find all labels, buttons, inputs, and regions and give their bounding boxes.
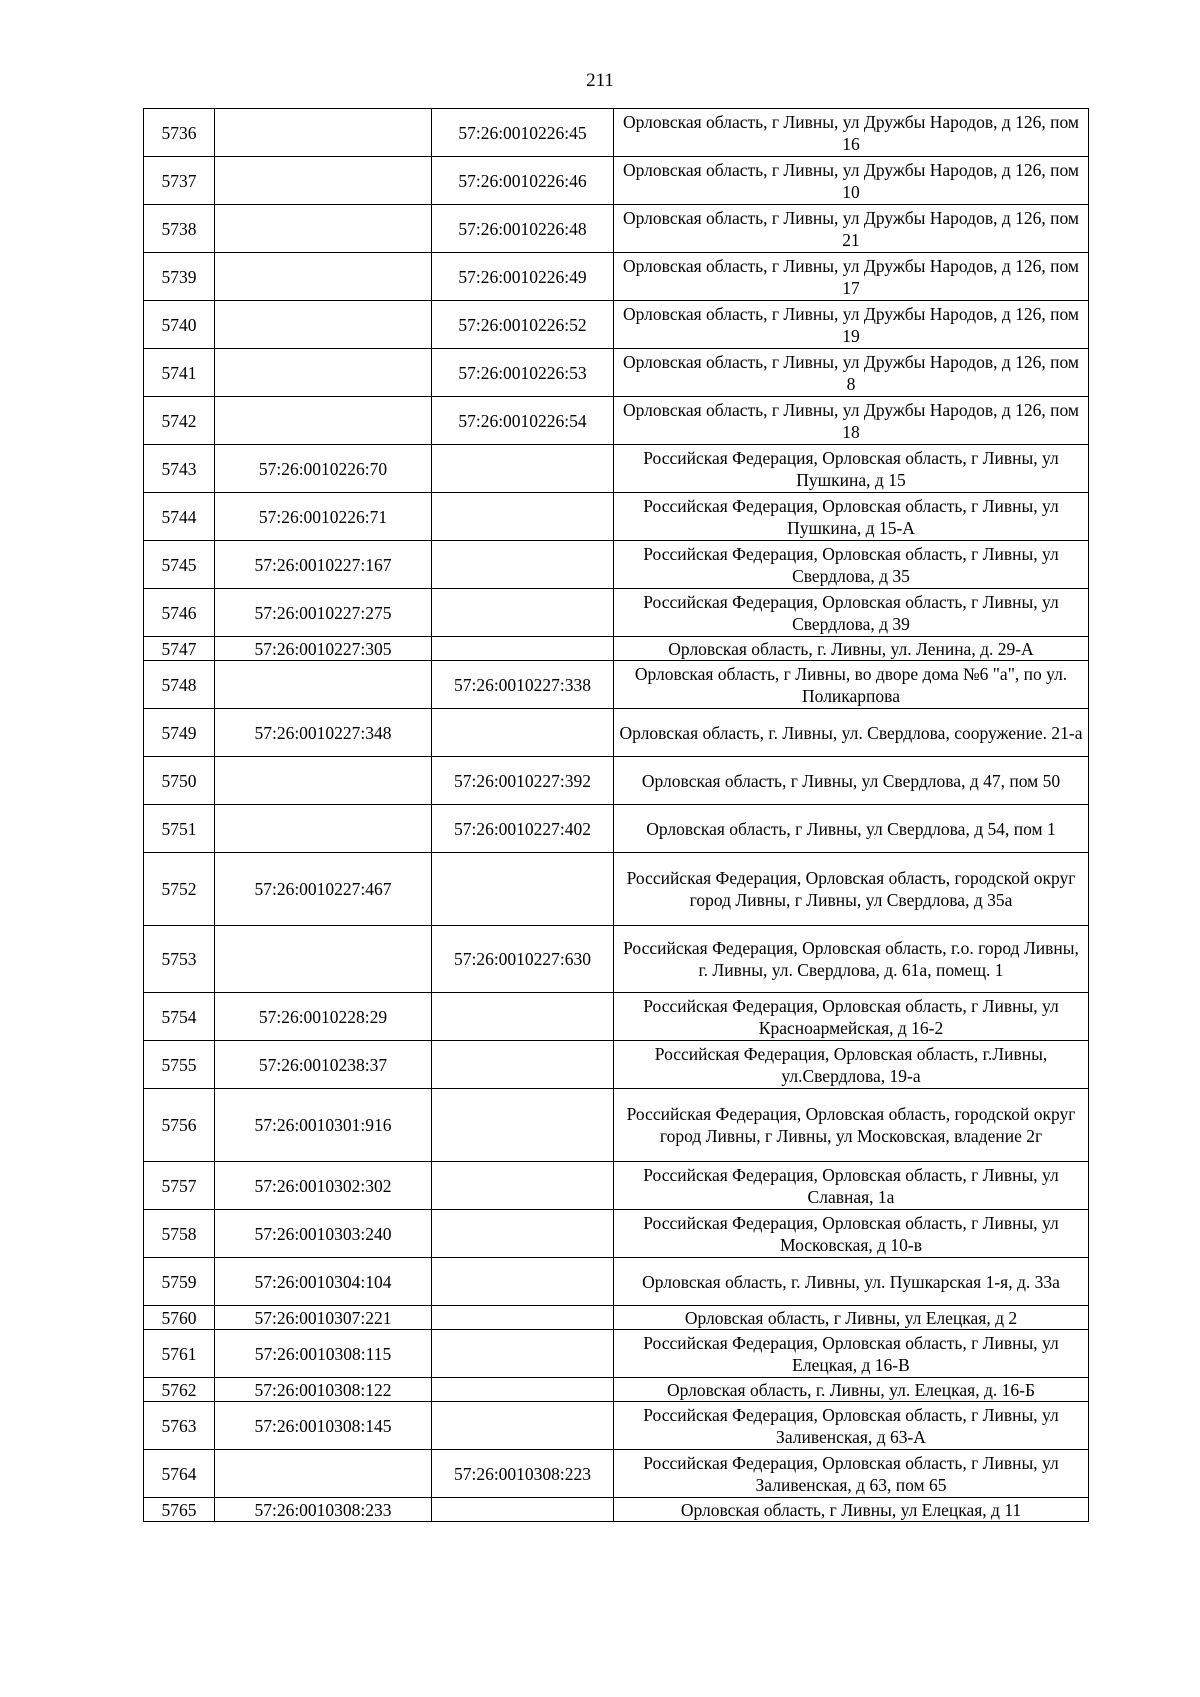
table-row bbox=[144, 1378, 1089, 1402]
cadastral-number-premises: 57:26:0010226:49 bbox=[432, 253, 614, 301]
row-number: 5737 bbox=[144, 157, 215, 205]
cadastral-number-land: 57:26:0010307:221 bbox=[215, 1306, 432, 1330]
cadastral-number-premises bbox=[432, 637, 614, 661]
row-number: 5762 bbox=[144, 1378, 215, 1402]
table-row bbox=[144, 1089, 1089, 1162]
table-row bbox=[144, 805, 1089, 853]
cadastral-number-premises bbox=[432, 445, 614, 493]
row-number: 5738 bbox=[144, 205, 215, 253]
address: Орловская область, г Ливны, ул Дружбы Народов, д 126, пом 18 bbox=[614, 397, 1089, 445]
cadastral-number-premises: 57:26:0010226:52 bbox=[432, 301, 614, 349]
cadastral-number-premises bbox=[432, 993, 614, 1041]
address: Орловская область, г Ливны, ул Дружбы Народов, д 126, пом 21 bbox=[614, 205, 1089, 253]
address: Орловская область, г. Ливны, ул. Свердлова, сооружение. 21-а bbox=[614, 709, 1089, 757]
address: Российская Федерация, Орловская область, г Ливны, ул Свердлова, д 35 bbox=[614, 541, 1089, 589]
cadastral-number-premises: 57:26:0010226:54 bbox=[432, 397, 614, 445]
row-number: 5751 bbox=[144, 805, 215, 853]
row-number: 5752 bbox=[144, 853, 215, 926]
cadastral-number-premises: 57:26:0010226:45 bbox=[432, 109, 614, 157]
table-row bbox=[144, 541, 1089, 589]
address: Российская Федерация, Орловская область, г Ливны, ул Московская, д 10-в bbox=[614, 1210, 1089, 1258]
table-row bbox=[144, 1210, 1089, 1258]
row-number: 5740 bbox=[144, 301, 215, 349]
cadastral-number-premises: 57:26:0010227:402 bbox=[432, 805, 614, 853]
row-number: 5758 bbox=[144, 1210, 215, 1258]
cadastral-number-land: 57:26:0010304:104 bbox=[215, 1258, 432, 1306]
row-number: 5744 bbox=[144, 493, 215, 541]
row-number: 5755 bbox=[144, 1041, 215, 1089]
cadastral-number-land: 57:26:0010308:233 bbox=[215, 1498, 432, 1522]
address: Орловская область, г Ливны, ул Свердлова, д 47, пом 50 bbox=[614, 757, 1089, 805]
cadastral-number-land bbox=[215, 661, 432, 709]
address: Российская Федерация, Орловская область, г Ливны, ул Пушкина, д 15 bbox=[614, 445, 1089, 493]
row-number: 5763 bbox=[144, 1402, 215, 1450]
address: Орловская область, г Ливны, ул Елецкая, д 2 bbox=[614, 1306, 1089, 1330]
row-number: 5736 bbox=[144, 109, 215, 157]
table-row bbox=[144, 1402, 1089, 1450]
row-number: 5741 bbox=[144, 349, 215, 397]
row-number: 5739 bbox=[144, 253, 215, 301]
address: Орловская область, г Ливны, ул Дружбы Народов, д 126, пом 16 bbox=[614, 109, 1089, 157]
cadastral-number-land: 57:26:0010226:70 bbox=[215, 445, 432, 493]
row-number: 5746 bbox=[144, 589, 215, 637]
table-row bbox=[144, 926, 1089, 993]
cadastral-number-land: 57:26:0010226:71 bbox=[215, 493, 432, 541]
cadastral-number-premises: 57:26:0010226:53 bbox=[432, 349, 614, 397]
table-row bbox=[144, 1041, 1089, 1089]
cadastral-number-land: 57:26:0010308:145 bbox=[215, 1402, 432, 1450]
address: Российская Федерация, Орловская область, г Ливны, ул Красноармейская, д 16-2 bbox=[614, 993, 1089, 1041]
row-number: 5742 bbox=[144, 397, 215, 445]
cadastral-number-land bbox=[215, 109, 432, 157]
row-number: 5765 bbox=[144, 1498, 215, 1522]
cadastral-number-premises bbox=[432, 853, 614, 926]
address: Орловская область, г Ливны, во дворе дома №6 "а", по ул. Поликарпова bbox=[614, 661, 1089, 709]
cadastral-number-premises bbox=[432, 1330, 614, 1378]
address: Орловская область, г Ливны, ул Дружбы Народов, д 126, пом 10 bbox=[614, 157, 1089, 205]
row-number: 5761 bbox=[144, 1330, 215, 1378]
address: Российская Федерация, Орловская область, г.Ливны, ул.Свердлова, 19-а bbox=[614, 1041, 1089, 1089]
address: Российская Федерация, Орловская область, г Ливны, ул Заливенская, д 63-А bbox=[614, 1402, 1089, 1450]
address: Российская Федерация, Орловская область, г Ливны, ул Славная, 1а bbox=[614, 1162, 1089, 1210]
row-number: 5749 bbox=[144, 709, 215, 757]
cadastral-number-premises bbox=[432, 1162, 614, 1210]
cadastral-number-land: 57:26:0010228:29 bbox=[215, 993, 432, 1041]
cadastral-number-land: 57:26:0010308:122 bbox=[215, 1378, 432, 1402]
cadastral-number-premises bbox=[432, 493, 614, 541]
table-row bbox=[144, 709, 1089, 757]
cadastral-number-premises bbox=[432, 1498, 614, 1522]
address: Российская Федерация, Орловская область, г Ливны, ул Елецкая, д 16-В bbox=[614, 1330, 1089, 1378]
cadastral-number-land: 57:26:0010227:348 bbox=[215, 709, 432, 757]
cadastral-number-premises: 57:26:0010227:338 bbox=[432, 661, 614, 709]
row-number: 5759 bbox=[144, 1258, 215, 1306]
address: Российская Федерация, Орловская область, городской округ город Ливны, г Ливны, ул Московская, владение 2г bbox=[614, 1089, 1089, 1162]
table-row bbox=[144, 493, 1089, 541]
cadastral-number-premises bbox=[432, 1258, 614, 1306]
cadastral-number-premises bbox=[432, 541, 614, 589]
cadastral-number-land: 57:26:0010301:916 bbox=[215, 1089, 432, 1162]
cadastral-number-land bbox=[215, 301, 432, 349]
cadastral-number-premises bbox=[432, 1402, 614, 1450]
address: Орловская область, г. Ливны, ул. Пушкарская 1-я, д. 33а bbox=[614, 1258, 1089, 1306]
address: Российская Федерация, Орловская область, городской округ город Ливны, г Ливны, ул Свердлова, д 35а bbox=[614, 853, 1089, 926]
table-row bbox=[144, 301, 1089, 349]
cadastral-number-premises bbox=[432, 1378, 614, 1402]
table-row bbox=[144, 637, 1089, 661]
table-row bbox=[144, 757, 1089, 805]
table-row bbox=[144, 661, 1089, 709]
cadastral-number-premises bbox=[432, 1306, 614, 1330]
cadastral-number-premises: 57:26:0010226:46 bbox=[432, 157, 614, 205]
table-row bbox=[144, 1306, 1089, 1330]
table-row bbox=[144, 157, 1089, 205]
cadastral-number-land bbox=[215, 805, 432, 853]
row-number: 5753 bbox=[144, 926, 215, 993]
table-row bbox=[144, 349, 1089, 397]
cadastral-number-premises: 57:26:0010227:630 bbox=[432, 926, 614, 993]
table-row bbox=[144, 397, 1089, 445]
cadastral-number-land bbox=[215, 926, 432, 993]
address: Орловская область, г Ливны, ул Дружбы Народов, д 126, пом 17 bbox=[614, 253, 1089, 301]
cadastral-number-land bbox=[215, 1450, 432, 1498]
cadastral-number-premises bbox=[432, 1089, 614, 1162]
row-number: 5747 bbox=[144, 637, 215, 661]
table-row bbox=[144, 1162, 1089, 1210]
cadastral-number-premises bbox=[432, 1041, 614, 1089]
address: Российская Федерация, Орловская область, г Ливны, ул Пушкина, д 15-А bbox=[614, 493, 1089, 541]
address: Орловская область, г Ливны, ул Свердлова, д 54, пом 1 bbox=[614, 805, 1089, 853]
table-row bbox=[144, 445, 1089, 493]
row-number: 5757 bbox=[144, 1162, 215, 1210]
row-number: 5754 bbox=[144, 993, 215, 1041]
cadastral-number-land: 57:26:0010303:240 bbox=[215, 1210, 432, 1258]
table-row bbox=[144, 205, 1089, 253]
address: Российская Федерация, Орловская область, г Ливны, ул Заливенская, д 63, пом 65 bbox=[614, 1450, 1089, 1498]
address: Российская Федерация, Орловская область, г Ливны, ул Свердлова, д 39 bbox=[614, 589, 1089, 637]
table-row bbox=[144, 1330, 1089, 1378]
row-number: 5750 bbox=[144, 757, 215, 805]
registry-table bbox=[143, 108, 1089, 1522]
address: Орловская область, г Ливны, ул Дружбы Народов, д 126, пом 19 bbox=[614, 301, 1089, 349]
cadastral-number-land bbox=[215, 205, 432, 253]
cadastral-number-premises: 57:26:0010226:48 bbox=[432, 205, 614, 253]
address: Орловская область, г. Ливны, ул. Елецкая, д. 16-Б bbox=[614, 1378, 1089, 1402]
table-row bbox=[144, 253, 1089, 301]
cadastral-number-land: 57:26:0010302:302 bbox=[215, 1162, 432, 1210]
cadastral-number-land: 57:26:0010227:305 bbox=[215, 637, 432, 661]
table-row bbox=[144, 993, 1089, 1041]
row-number: 5745 bbox=[144, 541, 215, 589]
cadastral-number-premises bbox=[432, 589, 614, 637]
cadastral-number-premises bbox=[432, 1210, 614, 1258]
table-row bbox=[144, 589, 1089, 637]
cadastral-number-premises: 57:26:0010308:223 bbox=[432, 1450, 614, 1498]
row-number: 5760 bbox=[144, 1306, 215, 1330]
cadastral-number-land: 57:26:0010227:467 bbox=[215, 853, 432, 926]
table-row bbox=[144, 1450, 1089, 1498]
table-row bbox=[144, 1498, 1089, 1522]
cadastral-number-land: 57:26:0010227:275 bbox=[215, 589, 432, 637]
table-row bbox=[144, 109, 1089, 157]
cadastral-number-land: 57:26:0010308:115 bbox=[215, 1330, 432, 1378]
cadastral-number-land bbox=[215, 349, 432, 397]
cadastral-number-land bbox=[215, 757, 432, 805]
address: Орловская область, г. Ливны, ул. Ленина, д. 29-А bbox=[614, 637, 1089, 661]
address: Орловская область, г Ливны, ул Дружбы Народов, д 126, пом 8 bbox=[614, 349, 1089, 397]
cadastral-number-land bbox=[215, 397, 432, 445]
page-number: 211 bbox=[586, 70, 614, 91]
cadastral-number-land bbox=[215, 253, 432, 301]
row-number: 5748 bbox=[144, 661, 215, 709]
address: Орловская область, г Ливны, ул Елецкая, д 11 bbox=[614, 1498, 1089, 1522]
cadastral-number-land: 57:26:0010238:37 bbox=[215, 1041, 432, 1089]
cadastral-number-land: 57:26:0010227:167 bbox=[215, 541, 432, 589]
address: Российская Федерация, Орловская область, г.о. город Ливны, г. Ливны, ул. Свердлова, д. 61а, помещ. 1 bbox=[614, 926, 1089, 993]
cadastral-number-land bbox=[215, 157, 432, 205]
table-row bbox=[144, 1258, 1089, 1306]
table-row bbox=[144, 853, 1089, 926]
row-number: 5756 bbox=[144, 1089, 215, 1162]
row-number: 5764 bbox=[144, 1450, 215, 1498]
row-number: 5743 bbox=[144, 445, 215, 493]
cadastral-number-premises bbox=[432, 709, 614, 757]
cadastral-number-premises: 57:26:0010227:392 bbox=[432, 757, 614, 805]
